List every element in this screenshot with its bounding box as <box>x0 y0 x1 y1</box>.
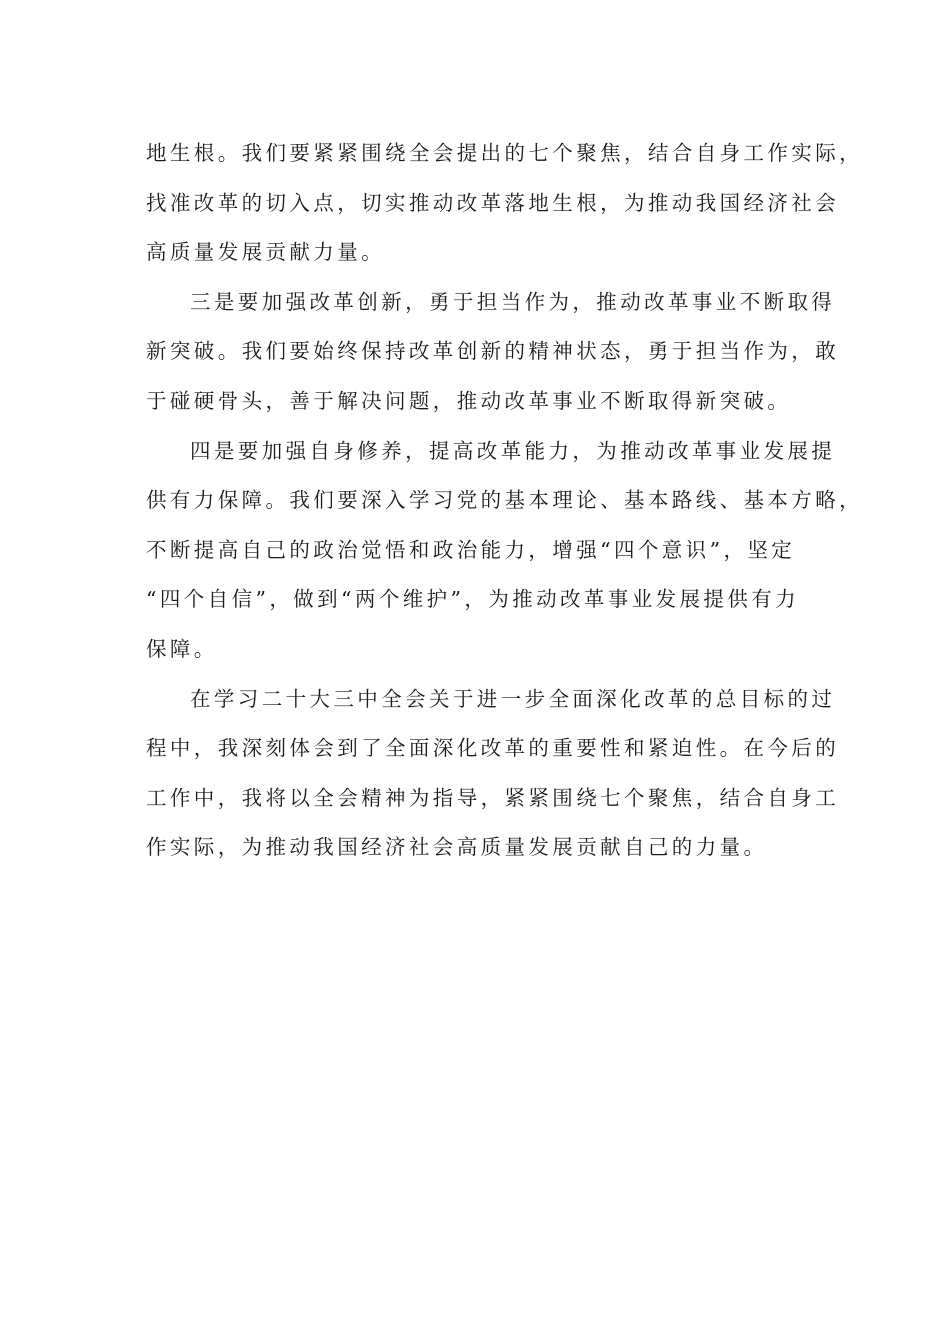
text-line: “四个自信”，做到“两个维护”，为推动改革事业发展提供有力 <box>146 587 800 612</box>
text-line: 找准改革的切入点，切实推动改革落地生根，为推动我国经济社会 <box>146 190 840 215</box>
text-line: 三是要加强改革创新，勇于担当作为，推动改革事业不断取得 <box>190 289 836 314</box>
text-line: 作实际，为推动我国经济社会高质量发展贡献自己的力量。 <box>146 835 768 860</box>
text-line: 工作中，我将以全会精神为指导，紧紧围绕七个聚焦，结合自身工 <box>146 785 840 810</box>
text-line: 在学习二十大三中全会关于进一步全面深化改革的总目标的过 <box>190 686 836 711</box>
paragraph-continuation <box>146 129 863 278</box>
text-line: 地生根。我们要紧紧围绕全会提出的七个聚焦，结合自身工作实际， <box>146 141 863 165</box>
paragraph-point-four <box>146 427 863 675</box>
text-line: 新突破。我们要始终保持改革创新的精神状态，勇于担当作为，敢 <box>146 339 840 364</box>
paragraph-point-three <box>146 278 840 427</box>
paragraph-conclusion <box>146 675 840 873</box>
text-line: 保障。 <box>146 636 218 661</box>
text-line: 不断提高自己的政治觉悟和政治能力，增强“四个意识”，坚定 <box>146 537 796 562</box>
text-line: 高质量发展贡献力量。 <box>146 240 385 265</box>
document-body <box>146 129 863 873</box>
text-line: 于碰硬骨头，善于解决问题，推动改革事业不断取得新突破。 <box>146 388 792 413</box>
text-line: 四是要加强自身修养，提高改革能力，为推动改革事业发展提 <box>190 438 836 463</box>
text-line: 供有力保障。我们要深入学习党的基本理论、基本路线、基本方略， <box>146 488 863 513</box>
text-line: 程中，我深刻体会到了全面深化改革的重要性和紧迫性。在今后的 <box>146 736 840 761</box>
